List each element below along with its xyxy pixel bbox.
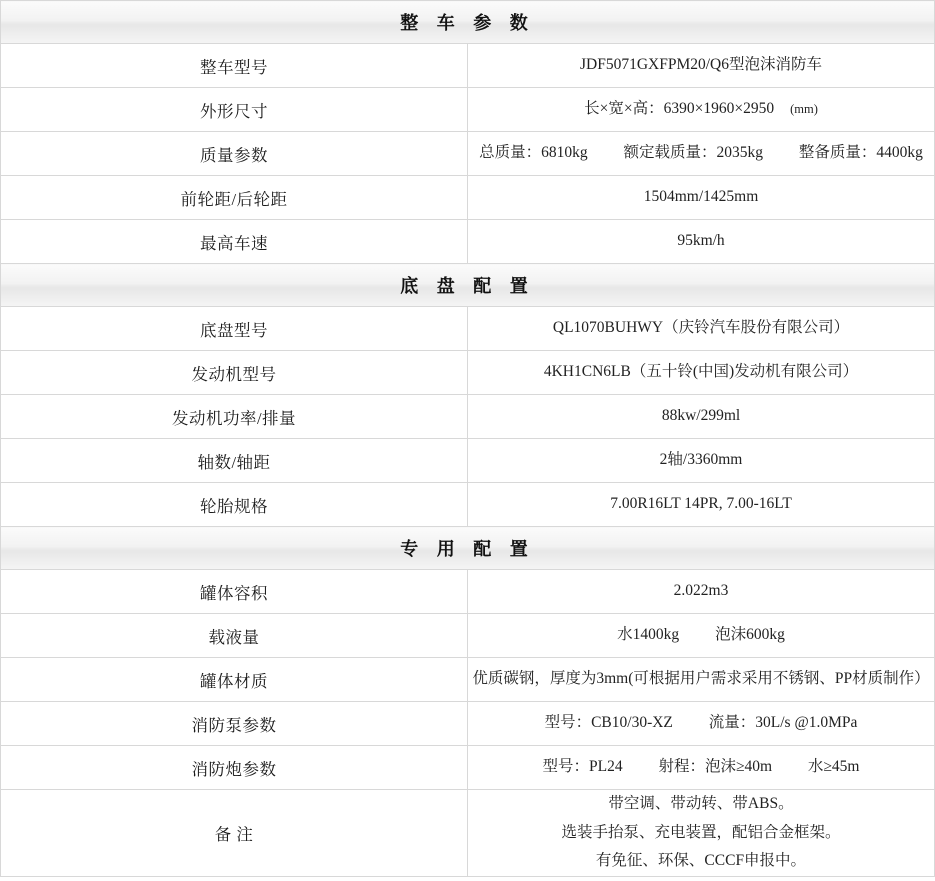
value-segment: 优质碳钢，厚度为3mm(可根据用户需求采用不锈钢、PP材质制作） [472, 670, 930, 688]
note-line: 带空调、带动转、带ABS。 [608, 795, 794, 812]
row-label-vehicle-model: 整车型号 [1, 44, 468, 88]
value-segment: 型号：PL24 [542, 758, 623, 776]
section-title-vehicle-params: 整 车 参 数 [1, 1, 935, 44]
value-segment: 2轴/3360mm [659, 451, 743, 469]
row-value-engine-model [468, 351, 935, 395]
value-segment: 水≥45m [807, 758, 860, 776]
row-value-fire-pump-params [468, 702, 935, 746]
table-row [1, 220, 935, 264]
row-value-axles-wheelbase [468, 439, 935, 483]
row-value-notes [468, 790, 935, 877]
row-label-fire-monitor-params: 消防炮参数 [1, 746, 468, 790]
value-segment: 水1400kg [617, 626, 680, 644]
table-row [1, 614, 935, 658]
value-segment: 射程：泡沫≥40m [658, 758, 773, 776]
row-value-liquid-load [468, 614, 935, 658]
row-label-chassis-model: 底盘型号 [1, 307, 468, 351]
section-header-row [1, 264, 935, 307]
row-label-track-width: 前轮距/后轮距 [1, 176, 468, 220]
table-row [1, 307, 935, 351]
row-value-tire-spec [468, 483, 935, 527]
note-row [1, 790, 935, 877]
table-row [1, 746, 935, 790]
table-row [1, 570, 935, 614]
table-row [1, 176, 935, 220]
row-value-vehicle-model [468, 44, 935, 88]
row-label-dimensions: 外形尺寸 [1, 88, 468, 132]
value-segment: 型号：CB10/30-XZ [544, 714, 673, 732]
value-segment: 额定载质量：2035kg [623, 144, 763, 162]
row-label-axles-wheelbase: 轴数/轴距 [1, 439, 468, 483]
section-header-row [1, 1, 935, 44]
row-label-fire-pump-params: 消防泵参数 [1, 702, 468, 746]
row-value-max-speed [468, 220, 935, 264]
value-segment: 长×宽×高：6390×1960×2950 [584, 100, 775, 118]
table-row [1, 483, 935, 527]
row-value-tank-material [468, 658, 935, 702]
row-label-tank-material: 罐体材质 [1, 658, 468, 702]
value-segment: 流量：30L/s @1.0MPa [708, 714, 858, 732]
row-value-engine-power [468, 395, 935, 439]
table-row [1, 351, 935, 395]
row-value-tank-volume [468, 570, 935, 614]
row-value-chassis-model [468, 307, 935, 351]
table-row [1, 439, 935, 483]
value-segment: QL1070BUHWY（庆铃汽车股份有限公司） [552, 319, 850, 337]
spec-table-body [1, 1, 935, 877]
row-label-notes: 备 注 [1, 790, 468, 877]
value-segment: 1504mm/1425mm [643, 188, 759, 206]
value-segment: 总质量：6810kg [479, 144, 588, 162]
row-value-track-width [468, 176, 935, 220]
value-segment: 4KH1CN6LB（五十铃(中国)发动机有限公司） [543, 363, 859, 381]
row-label-mass-params: 质量参数 [1, 132, 468, 176]
row-label-engine-power: 发动机功率/排量 [1, 395, 468, 439]
row-value-dimensions [468, 88, 935, 132]
row-label-tire-spec: 轮胎规格 [1, 483, 468, 527]
value-segment: JDF5071GXFPM20/Q6型泡沫消防车 [579, 56, 822, 74]
table-row [1, 44, 935, 88]
table-row [1, 702, 935, 746]
row-label-max-speed: 最高车速 [1, 220, 468, 264]
value-segment: 88kw/299ml [661, 407, 741, 425]
value-segment: 2.022m3 [673, 582, 729, 600]
value-segment: 7.00R16LT 14PR, 7.00-16LT [610, 495, 792, 513]
table-row [1, 395, 935, 439]
value-segment: 泡沫600kg [715, 626, 785, 644]
value-segment: 95km/h [677, 232, 725, 250]
note-line: 有免征、环保、CCCF申报中。 [595, 852, 807, 870]
table-row [1, 658, 935, 702]
section-header-row [1, 527, 935, 570]
row-label-engine-model: 发动机型号 [1, 351, 468, 395]
table-row [1, 132, 935, 176]
section-title-special-config: 专 用 配 置 [1, 527, 935, 570]
row-label-tank-volume: 罐体容积 [1, 570, 468, 614]
note-line: 选装手抬泵、充电装置，配铝合金框架。 [561, 823, 841, 841]
value-segment: 整备质量：4400kg [798, 144, 923, 162]
row-value-fire-monitor-params [468, 746, 935, 790]
section-title-chassis-config: 底 盘 配 置 [1, 264, 935, 307]
row-value-mass-params [468, 132, 935, 176]
table-row [1, 88, 935, 132]
value-unit: (mm) [790, 102, 818, 117]
row-label-liquid-load: 载液量 [1, 614, 468, 658]
